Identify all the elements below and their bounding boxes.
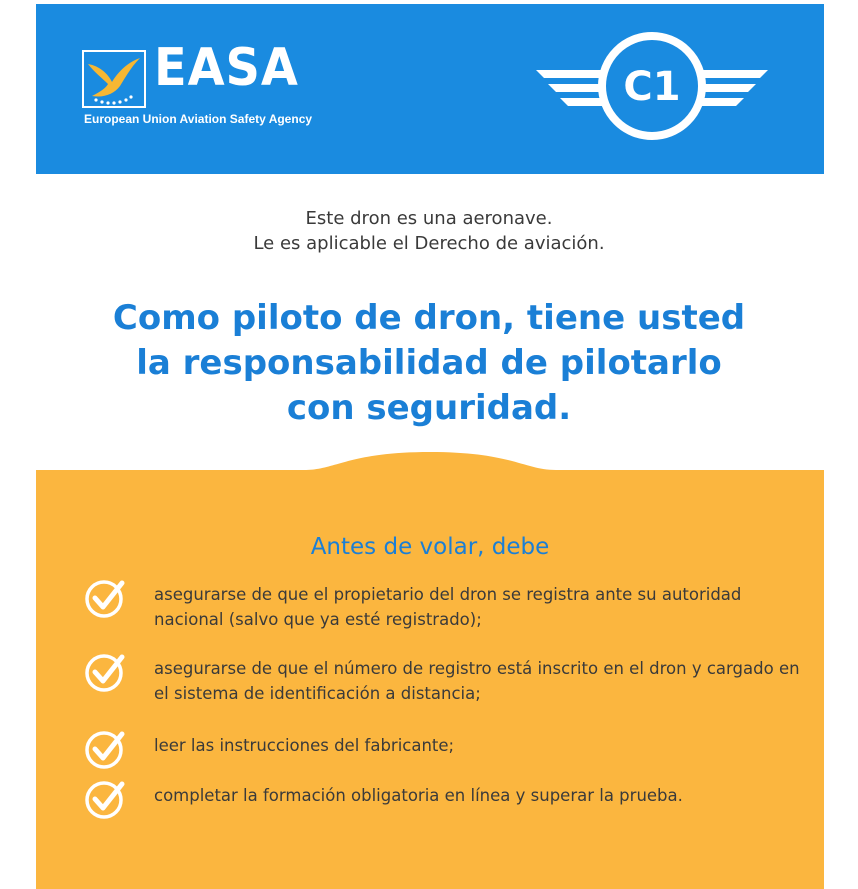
intro-text bbox=[0, 206, 858, 256]
headline-line-2: la responsabilidad de pilotarlo bbox=[136, 343, 722, 383]
list-item-text: completar la formación obligatoria en línea y superar la prueba. bbox=[154, 786, 683, 805]
left-wing-icon bbox=[536, 70, 604, 106]
agency-name: European Union Aviation Safety Agency bbox=[84, 112, 313, 126]
easa-bird-emblem-icon bbox=[82, 50, 146, 108]
intro-line-1: Este dron es una aeronave. bbox=[305, 208, 553, 229]
header-banner bbox=[36, 4, 824, 174]
check-circle-icon bbox=[84, 728, 126, 770]
easa-acronym: EASA bbox=[154, 38, 299, 98]
checklist-title: Antes de volar, debe bbox=[310, 534, 550, 560]
checklist-panel bbox=[36, 452, 824, 889]
class-c1-badge bbox=[532, 26, 772, 146]
class-label: C1 bbox=[623, 64, 681, 110]
list-item-text: asegurarse de que el propietario del dron se registra ante su autoridad nacional (salvo que ya esté registrado); bbox=[154, 585, 742, 629]
right-wing-icon bbox=[700, 70, 768, 106]
list-item-text: asegurarse de que el número de registro está inscrito en el dron y cargado en el sistema de identificación a distancia; bbox=[154, 659, 800, 703]
easa-logo bbox=[82, 38, 342, 128]
headline-line-3: con seguridad. bbox=[286, 388, 572, 428]
responsibility-headline bbox=[0, 296, 858, 431]
check-circle-icon bbox=[84, 778, 126, 820]
headline-line-1: Como piloto de dron, tiene usted bbox=[112, 298, 746, 338]
list-item-text: leer las instrucciones del fabricante; bbox=[154, 736, 455, 755]
check-circle-icon bbox=[84, 651, 126, 693]
intro-line-2: Le es aplicable el Derecho de aviación. bbox=[253, 233, 605, 254]
check-circle-icon bbox=[84, 577, 126, 619]
